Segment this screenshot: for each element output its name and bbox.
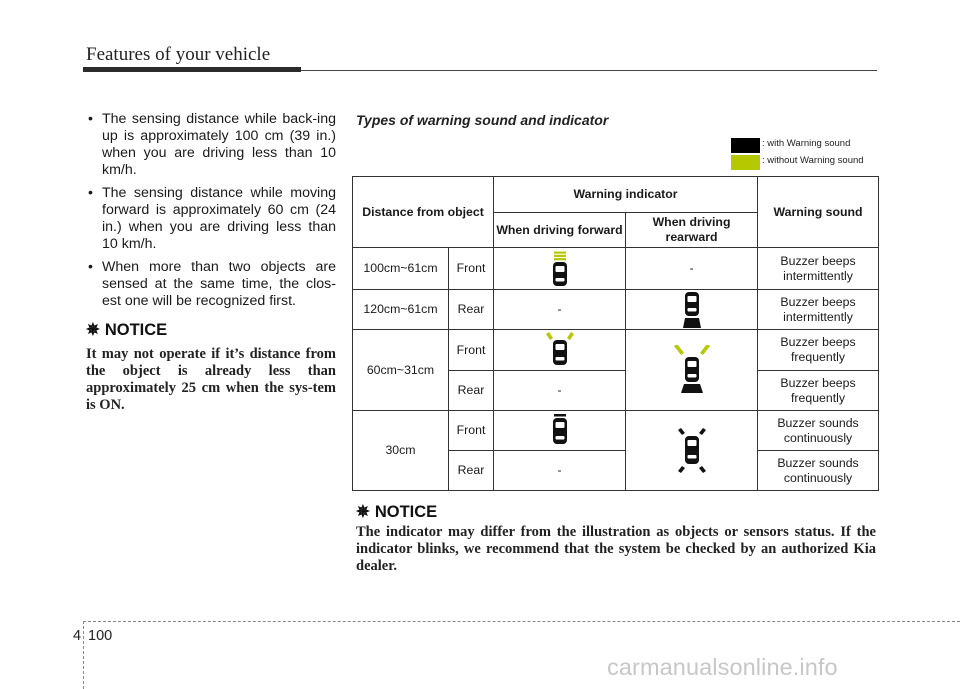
right-notice-title [356, 502, 437, 522]
bullet-item: • When more than two objects are sensed at the same time, the clos-est one will be recognized first. [86, 259, 336, 310]
car-front-near-indicator-icon [547, 414, 573, 448]
header-rearward: When driving rearward [626, 213, 758, 248]
page-number: 100 [88, 628, 113, 644]
sound-cell: Buzzer sounds continuously [758, 411, 879, 451]
sound-cell: Buzzer beeps frequently [758, 330, 879, 371]
bullet-item: • The sensing distance while back-ing up is approximately 100 cm (39 in.) when you are driving less than 10 km/h. [86, 111, 336, 179]
position-cell: Rear [449, 451, 494, 491]
indicator-forward-cell: - [494, 371, 626, 411]
sound-cell: Buzzer beeps frequently [758, 371, 879, 411]
header-rule [301, 70, 877, 71]
header-forward: When driving forward [494, 213, 626, 248]
position-cell: Front [449, 248, 494, 290]
table-row [353, 248, 879, 290]
indicator-forward-cell [494, 248, 626, 290]
sound-cell: Buzzer sounds continuously [758, 451, 879, 491]
section-title: Types of warning sound and indicator [356, 112, 609, 128]
position-cell: Front [449, 330, 494, 371]
sensing-bullet-list [86, 111, 336, 316]
left-notice-text: It may not operate if it’s distance from the object is already less than approximately 25 cm when the sys-tem is ON. [86, 346, 336, 413]
notice-title-text: NOTICE [104, 321, 168, 339]
indicator-rearward-cell [626, 411, 758, 491]
indicator-rearward-cell [626, 330, 758, 411]
distance-cell: 100cm~61cm [353, 248, 449, 290]
header-sound: Warning sound [758, 177, 879, 248]
distance-cell: 60cm~31cm [353, 330, 449, 411]
legend-with-sound: : with Warning sound [762, 138, 851, 149]
sound-cell: Buzzer beeps intermittently [758, 248, 879, 290]
car-rear-near-indicator-icon [675, 428, 709, 474]
table-row [353, 411, 879, 451]
header-distance: Distance from object [353, 177, 494, 248]
position-cell: Rear [449, 371, 494, 411]
legend-swatch-without-sound [731, 155, 760, 170]
notice-title-text: NOTICE [374, 503, 438, 521]
right-notice-text: The indicator may differ from the illustration as objects or sensors status. If the indicator blinks, we recommend that the system be checked by an authorized Kia dealer. [356, 524, 876, 574]
indicator-forward-cell [494, 330, 626, 371]
notice-star-icon: ✵ [356, 503, 370, 521]
footer-divider [83, 621, 84, 689]
footer-rule [83, 621, 960, 622]
sound-cell: Buzzer beeps intermittently [758, 290, 879, 330]
notice-star-icon: ✵ [86, 321, 100, 339]
table-row [353, 330, 879, 371]
car-rear-far-indicator-icon [679, 292, 705, 328]
car-rear-mid-indicator-icon [672, 345, 712, 395]
car-front-mid-indicator-icon [543, 332, 577, 368]
position-cell: Front [449, 411, 494, 451]
legend-without-sound: : without Warning sound [762, 155, 864, 166]
warning-table [352, 176, 878, 490]
watermark: carmanualsonline.info [607, 654, 838, 680]
distance-cell: 120cm~61cm [353, 290, 449, 330]
indicator-forward-cell: - [494, 290, 626, 330]
header-bar [83, 67, 301, 72]
header-indicator: Warning indicator [494, 177, 758, 213]
distance-cell: 30cm [353, 411, 449, 491]
indicator-forward-cell: - [494, 451, 626, 491]
bullet-item: • The sensing distance while moving forward is approximately 60 cm (24 in.) when you are driving less than 10 km/h. [86, 185, 336, 253]
indicator-forward-cell [494, 411, 626, 451]
position-cell: Rear [449, 290, 494, 330]
header-title: Features of your vehicle [86, 44, 271, 65]
car-front-far-indicator-icon [547, 251, 573, 287]
chapter-number: 4 [73, 628, 82, 644]
left-notice-title [86, 320, 167, 340]
table-row [353, 290, 879, 330]
indicator-rearward-cell: - [626, 248, 758, 290]
indicator-rearward-cell [626, 290, 758, 330]
legend-swatch-with-sound [731, 138, 760, 153]
